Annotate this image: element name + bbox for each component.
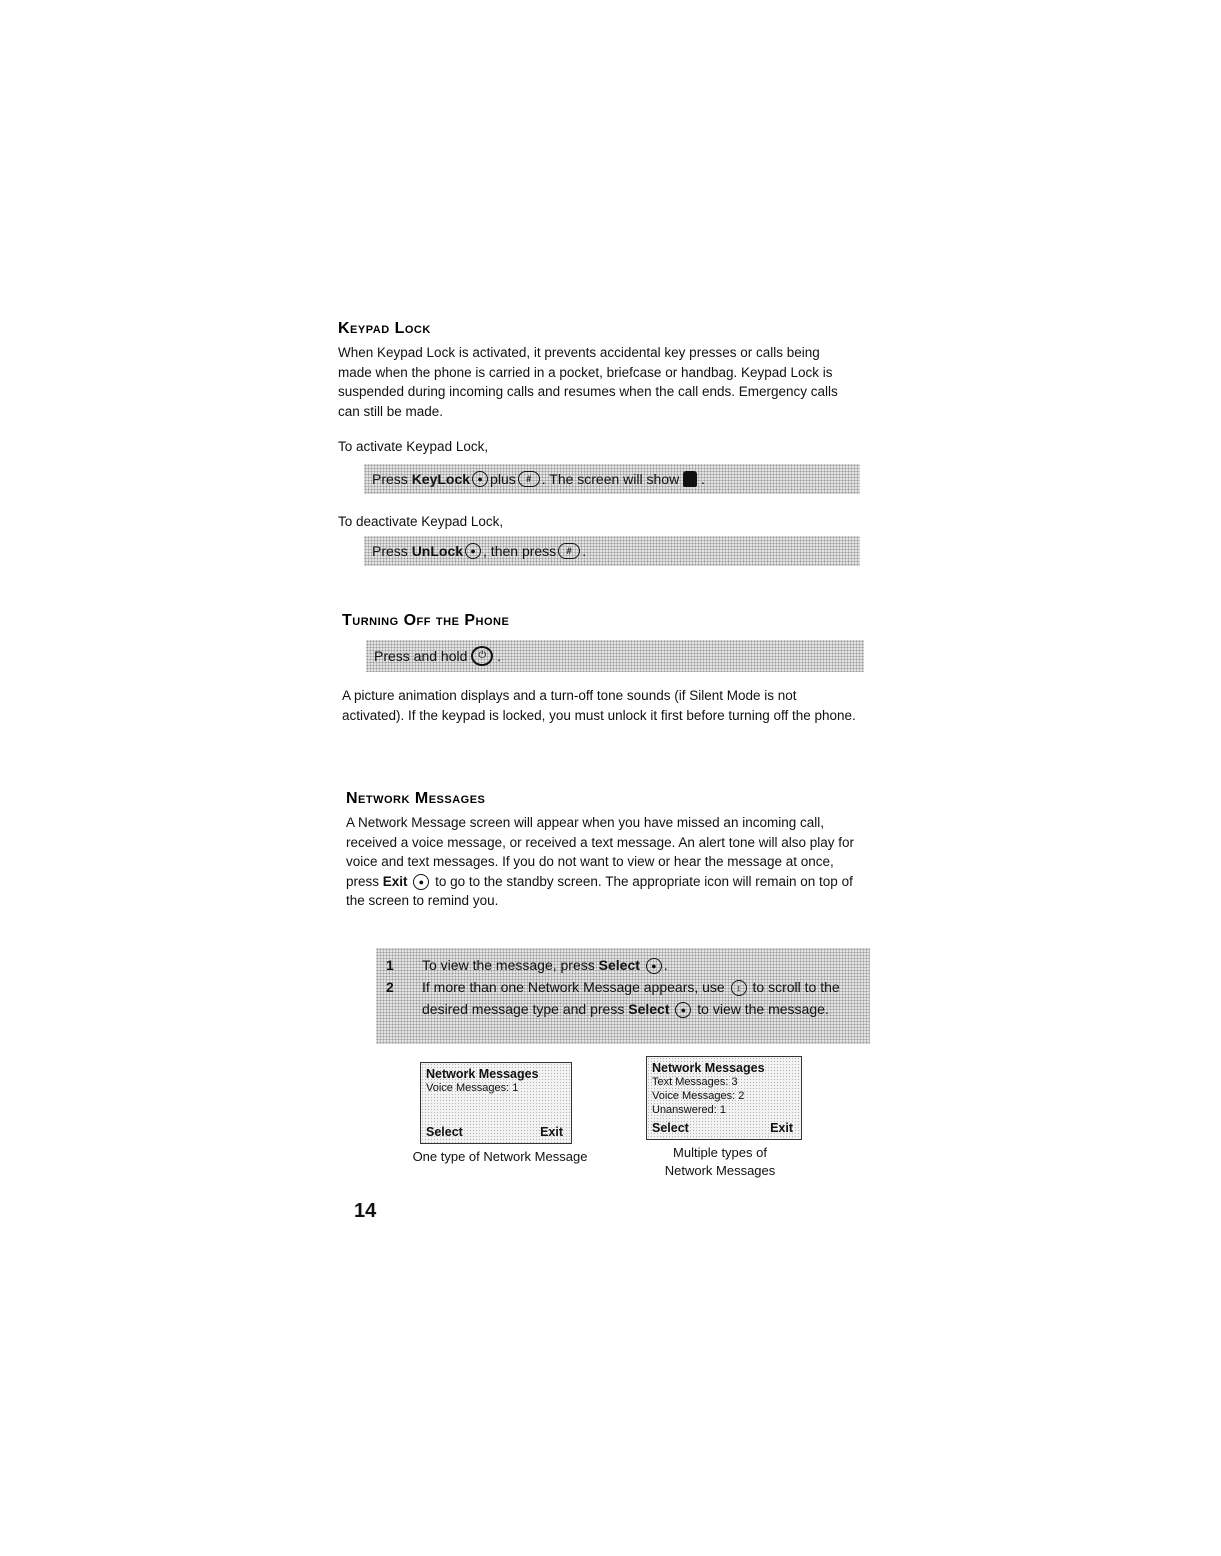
network-body-pre: A Network Message screen will appear when you have missed an incoming call, received a voice message, or received a text message. An alert tone will also play for voice and text messages. If you do not want to view or hear the message at once, press (346, 815, 855, 889)
step-number: 1 (386, 957, 394, 973)
screen-line: Text Messages: 3 (652, 1076, 738, 1088)
screen-softkeys (652, 1121, 793, 1135)
exit-softkey: Exit (770, 1121, 793, 1135)
exit-softkey: Exit (540, 1125, 563, 1139)
network-steps (376, 948, 870, 1044)
caption-line: Network Messages (664, 1163, 776, 1178)
network-messages-body (346, 813, 868, 911)
keypad-lock-title: Keypad Lock (338, 320, 431, 337)
screen-line: Unanswered: 1 (652, 1104, 726, 1116)
turning-off-title: Turning Off the Phone (342, 612, 510, 629)
screen-multiple-types (646, 1056, 802, 1140)
unlock-softkey-label: UnLock (411, 543, 464, 559)
step-text-mid: to scroll to the desired message type and press (422, 979, 840, 1017)
activate-instruction: Press KeyLock ● plus # . The screen will show . (364, 464, 860, 494)
select-softkey-label: Select (598, 957, 640, 973)
left-softkey-icon: ● (465, 543, 481, 559)
screen-two-caption (640, 1144, 800, 1180)
step-item (386, 954, 860, 976)
caption-line: Multiple types of (673, 1145, 767, 1160)
activate-screen-text: . The screen will show (541, 471, 680, 487)
deactivate-instruction: Press UnLock ● , then press # . (364, 536, 860, 566)
screen-line: Voice Messages: 1 (426, 1082, 519, 1094)
step-text-post: . (663, 957, 668, 973)
deactivate-press-text: Press (372, 543, 408, 559)
network-body-post: to go to the standby screen. The appropriate icon will remain on top of the screen to remind you. (346, 873, 853, 908)
left-softkey-icon: ● (472, 471, 488, 487)
select-softkey: Select (426, 1125, 463, 1139)
activate-plus-text: plus (490, 471, 516, 487)
step-item (386, 976, 860, 1020)
activate-press-text: Press (372, 471, 408, 487)
keylock-softkey-label: KeyLock (411, 471, 471, 487)
network-messages-title: Network Messages (346, 790, 486, 807)
power-end-key-icon: ⏻ (471, 646, 493, 666)
step-text-pre: To view the message, press (422, 957, 595, 973)
hash-key-icon: # (558, 543, 580, 559)
turning-off-body: A picture animation displays and a turn-off tone sounds (if Silent Mode is not activated). If the keypad is locked, you must unlock it first before turning off the phone. (342, 688, 856, 723)
step-number: 2 (386, 979, 394, 995)
lock-icon (683, 471, 697, 487)
page-number: 14 (354, 1200, 377, 1222)
step-text-pre: If more than one Network Message appears, use (422, 979, 725, 995)
right-softkey-icon: ● (413, 874, 429, 890)
step-text (422, 954, 668, 976)
screen-softkeys (426, 1125, 563, 1139)
deactivate-then-text: , then press (483, 543, 557, 559)
left-softkey-icon: ● (646, 958, 662, 974)
left-softkey-icon: ● (675, 1002, 691, 1018)
activate-intro: To activate Keypad Lock, (338, 439, 489, 454)
screen-title: Network Messages (652, 1061, 765, 1075)
select-softkey-label: Select (628, 1001, 670, 1017)
scroll-key-icon: ↕ (731, 980, 747, 996)
turn-off-instruction: Press and hold ⏻ . (366, 640, 864, 672)
screen-one-type (420, 1062, 572, 1144)
screen-line: Voice Messages: 2 (652, 1090, 745, 1102)
screen-title: Network Messages (426, 1067, 539, 1081)
select-softkey: Select (652, 1121, 689, 1135)
deactivate-intro: To deactivate Keypad Lock, (338, 514, 504, 529)
exit-softkey-label: Exit (382, 873, 408, 889)
press-hold-text: Press and hold (374, 648, 468, 664)
keypad-lock-body: When Keypad Lock is activated, it prevents accidental key presses or calls being made when the phone is carried in a pocket, briefcase or handbag. Keypad Lock is suspended during incoming calls and resumes when the call ends. Emergency calls can still be made. (338, 345, 838, 419)
screen-one-caption: One type of Network Message (412, 1149, 588, 1164)
hash-key-icon: # (518, 471, 540, 487)
step-text-post: to view the message. (697, 1001, 829, 1017)
step-text (422, 976, 860, 1020)
